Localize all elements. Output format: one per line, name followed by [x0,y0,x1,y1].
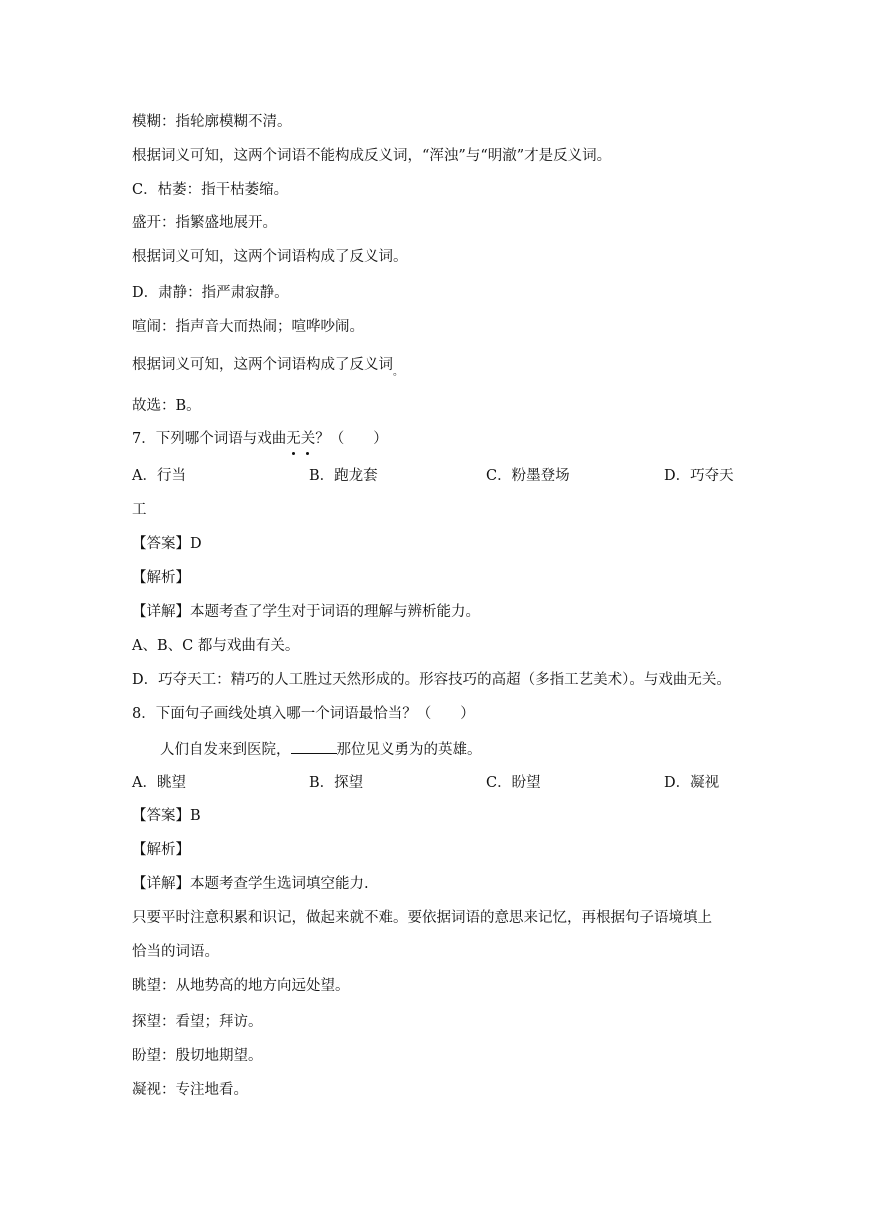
option-d: D．巧夺天 [664,468,734,484]
text-line: 喧闹：指声音大而热闹；喧哗吵闹。 [132,319,364,335]
answer: 【答案】B [132,808,201,824]
definition: 探望：看望；拜访。 [132,1014,263,1030]
emphasis-char: 无 [286,431,301,447]
question-7-stem [132,429,388,449]
text-line: 根据词义可知，这两个词语不能构成反义词，“浑浊”与“明澈”才是反义词。 [132,148,612,164]
definition: 凝视：专注地看。 [132,1082,248,1098]
explanation: 只要平时注意积累和识记，做起来就不难。要依据词语的意思来记忆，再根据句子语境填上 [132,910,712,926]
stem-text: 7．下列哪个词语与戏曲 [132,431,287,447]
question-8-stem: 8．下面句子画线处填入哪一个词语最恰当？（ ） [132,706,475,722]
option-c: C．粉墨登场 [486,468,570,484]
option-d-wrap: 工 [132,502,147,518]
text-line: 模糊：指轮廓模糊不清。 [132,114,292,130]
text-line-body: 根据词义可知，这两个词语构成了反义词 [132,357,393,373]
text-line: 根据词义可知，这两个词语构成了反义词。 [132,249,408,265]
sentence-text: 人们自发来到医院， [160,742,291,758]
analysis-title: 【解析】 [132,842,190,858]
explanation: D．巧夺天工：精巧的人工胜过天然形成的。形容技巧的高超（多指工艺美术）。与戏曲无关。 [132,672,731,688]
option-a: A．眺望 [132,775,186,791]
option-d: D．凝视 [664,775,720,791]
text-line: D．肃静：指严肃寂静。 [132,285,289,301]
definition: 盼望：殷切地期望。 [132,1048,263,1064]
option-c: C．盼望 [486,775,541,791]
text-line: 盛开：指繁盛地展开。 [132,215,277,231]
option-b: B．探望 [309,775,364,791]
text-line [132,355,403,377]
period-mark: 。 [393,367,403,378]
text-line: C．枯萎：指干枯萎缩。 [132,182,289,198]
analysis-title: 【解析】 [132,570,190,586]
option-a: A．行当 [132,468,186,484]
emphasis-char: 关 [300,431,316,447]
fill-blank [291,739,337,754]
option-b: B．跑龙套 [309,468,378,484]
stem-text: ？（ ） [315,431,388,447]
detail: 【详解】本题考查了学生对于词语的理解与辨析能力。 [132,604,480,620]
detail: 【详解】本题考查学生选词填空能力. [132,876,369,892]
answer: 【答案】D [132,536,202,552]
sentence-text: 那位见义勇为的英雄。 [336,742,482,758]
text-line: 故选：B。 [132,398,201,414]
question-8-sentence [160,739,482,760]
explanation: 恰当的词语。 [132,944,219,960]
definition: 眺望：从地势高的地方向远处望。 [132,978,350,994]
explanation: A、B、C 都与戏曲有关。 [132,638,300,654]
